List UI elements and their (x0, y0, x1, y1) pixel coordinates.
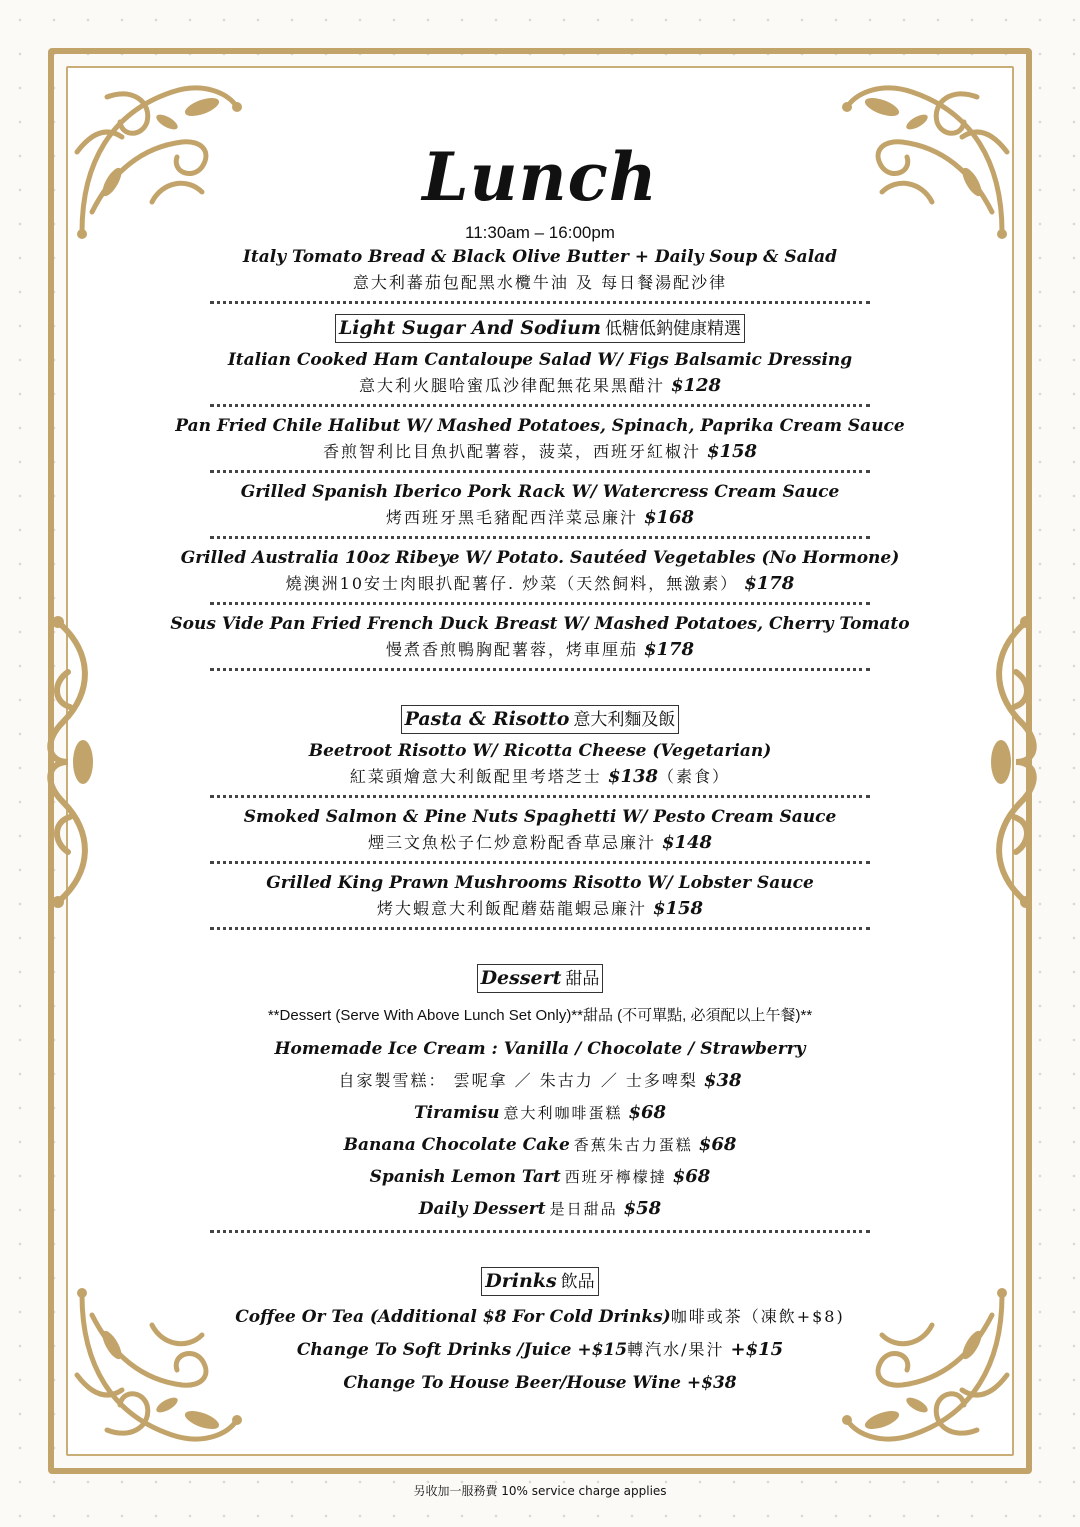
drink-item: Coffee Or Tea (Additional $8 For Cold Drinks)咖啡或茶（凍飲+$8) (235, 1307, 845, 1327)
menu-item-price: $128 (670, 375, 722, 396)
section-title-dessert: Dessert 甜品 (477, 964, 604, 993)
menu-item-name-zh: 燒澳洲10安士肉眼扒配薯仔. 炒菜（天然飼料，無激素） $178 (285, 573, 795, 594)
menu-item-name-en: Beetroot Risotto W/ Ricotta Cheese (Vegetarian) (308, 741, 772, 761)
dotted-divider (210, 301, 870, 304)
dessert-item: Banana Chocolate Cake 香蕉朱古力蛋糕 $68 (343, 1134, 737, 1155)
dotted-divider (210, 404, 870, 407)
menu-item-name-zh: 煙三文魚松子仁炒意粉配香草忌廉汁 $148 (367, 832, 713, 853)
menu-item-price: $158 (706, 441, 758, 462)
dotted-divider (210, 668, 870, 671)
menu-item-name-zh: 烤西班牙黑毛豬配西洋菜忌廉汁 $168 (385, 507, 695, 528)
menu-item-price: $158 (652, 898, 704, 919)
dessert-item: Tiramisu 意大利咖啡蛋糕 $68 (413, 1102, 667, 1123)
menu-item-price: $178 (643, 639, 695, 660)
dessert-icecream-en: Homemade Ice Cream : Vanilla / Chocolate / Strawberry (274, 1039, 806, 1059)
drink-item: Change To Soft Drinks /Juice +$15轉汽水/果汁 +$15 (296, 1339, 784, 1360)
menu-item-name-zh: 慢煮香煎鴨胸配薯蓉，烤車厘茄 $178 (385, 639, 695, 660)
set-includes-zh: 意大利蕃茄包配黑水欖牛油 及 每日餐湯配沙律 (352, 273, 728, 292)
menu-item-name-en: Grilled Spanish Iberico Pork Rack W/ Watercress Cream Sauce (240, 482, 840, 502)
dotted-divider (210, 470, 870, 473)
dessert-icecream-zh: 自家製雪糕： 雲呢拿 ／ 朱古力 ／ 士多啤梨 $38 (338, 1070, 742, 1091)
menu-item-price: $58 (623, 1198, 662, 1219)
menu-item-name-en: Grilled Australia 10oz Ribeye W/ Potato. Sautéed Vegetables (No Hormone) (180, 548, 900, 568)
menu-item-price: $168 (643, 507, 695, 528)
menu-item-name-en: Smoked Salmon & Pine Nuts Spaghetti W/ Pesto Cream Sauce (243, 807, 837, 827)
menu-item-price: $178 (744, 573, 795, 594)
menu-item-name-zh: 意大利火腿哈蜜瓜沙律配無花果黑醋汁 $128 (358, 375, 722, 396)
menu-item-price: $138 (607, 766, 659, 787)
menu-content (90, 140, 990, 1399)
dessert-note: **Dessert (Serve With Above Lunch Set Only)**甜品 (不可單點, 必須配以上午餐)** (267, 1007, 813, 1024)
menu-item-name-en: Italian Cooked Ham Cantaloupe Salad W/ Figs Balsamic Dressing (227, 350, 853, 370)
menu-item-name-en: Sous Vide Pan Fried French Duck Breast W/ Mashed Potatoes, Cherry Tomato (170, 614, 910, 634)
set-includes-en: Italy Tomato Bread & Black Olive Butter + Daily Soup & Salad (242, 247, 838, 267)
dotted-divider (210, 1230, 870, 1233)
menu-item-price: $68 (672, 1166, 711, 1187)
menu-item-price: $68 (628, 1102, 667, 1123)
dessert-item: Spanish Lemon Tart 西班牙檸檬撻 $68 (369, 1166, 711, 1187)
menu-item-price: $38 (703, 1070, 742, 1091)
menu-item-name-en: Pan Fried Chile Halibut W/ Mashed Potatoes, Spinach, Paprika Cream Sauce (175, 416, 905, 436)
menu-item-name-zh: 紅菜頭燴意大利飯配里考塔芝士 $138（素食） (349, 766, 731, 787)
dotted-divider (210, 927, 870, 930)
section-title-light: Light Sugar And Sodium 低糖低鈉健康精選 (335, 314, 745, 343)
menu-item-name-zh: 香煎智利比目魚扒配薯蓉，菠菜，西班牙紅椒汁 $158 (322, 441, 758, 462)
menu-item-name-en: Grilled King Prawn Mushrooms Risotto W/ Lobster Sauce (266, 873, 814, 893)
dotted-divider (210, 536, 870, 539)
menu-item-price: $68 (698, 1134, 737, 1155)
lunch-hours: 11:30am – 16:00pm (465, 223, 615, 242)
menu-item-name-zh: 烤大蝦意大利飯配蘑菇龍蝦忌廉汁 $158 (376, 898, 704, 919)
dotted-divider (210, 602, 870, 605)
menu-item-price: $148 (661, 832, 713, 853)
drink-item: Change To House Beer/House Wine +$38 (343, 1373, 737, 1393)
dotted-divider (210, 861, 870, 864)
dotted-divider (210, 795, 870, 798)
service-charge-footer: 另收加一服務費 10% service charge applies (413, 1484, 667, 1498)
menu-item-suffix: （素食） (658, 767, 731, 786)
section-title-pasta: Pasta & Risotto 意大利麵及飯 (401, 705, 680, 734)
section-title-drinks: Drinks 飲品 (481, 1267, 598, 1296)
menu-title: Lunch (422, 138, 658, 216)
dessert-item: Daily Dessert 是日甜品 $58 (418, 1198, 662, 1219)
